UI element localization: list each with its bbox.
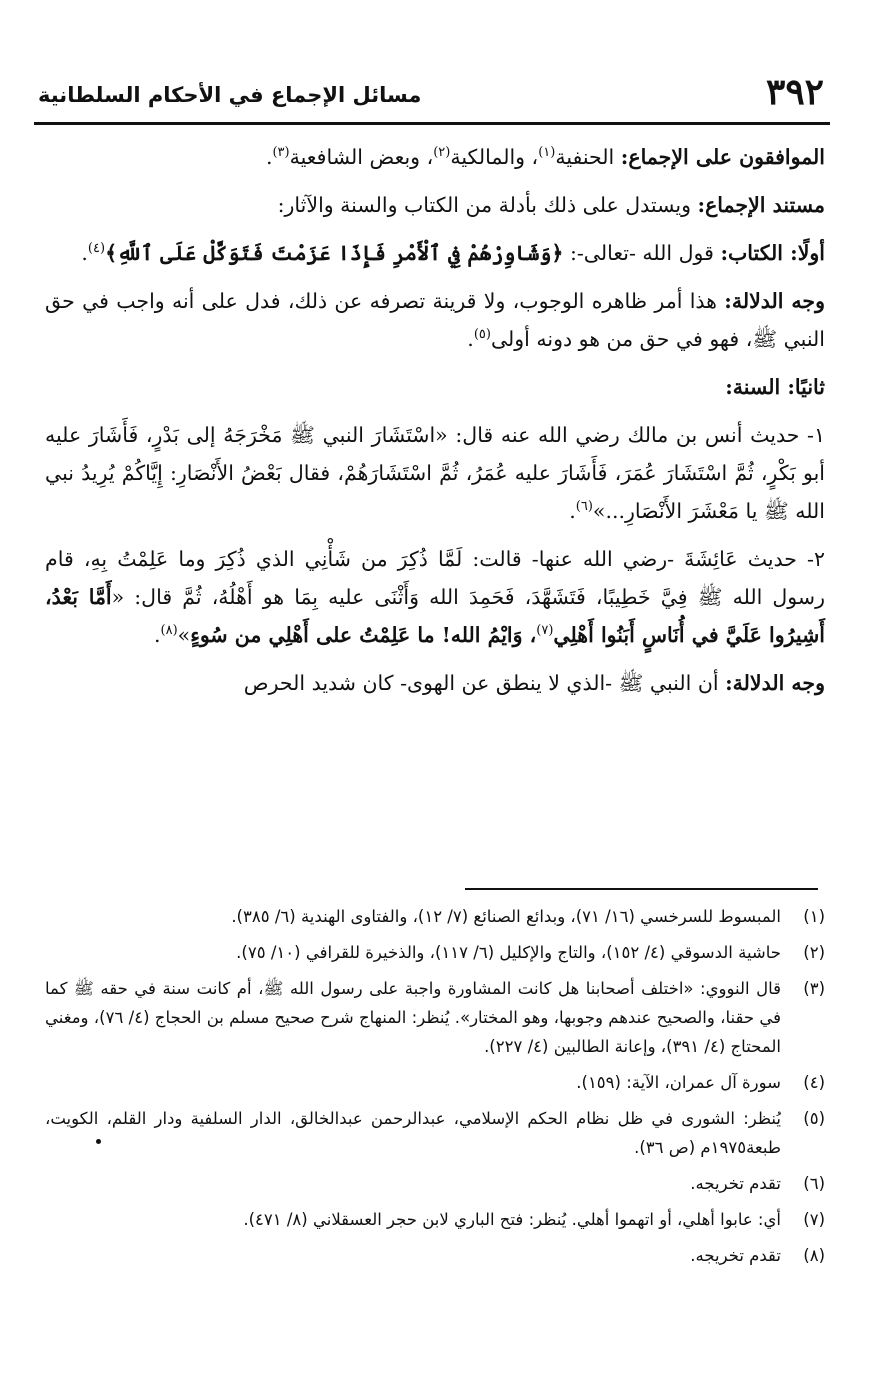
footnote-ref-2: (٢) (433, 145, 451, 161)
footnote-number: (٤) (803, 1073, 825, 1092)
footnote-item (45, 1169, 825, 1198)
footnote-text: حاشية الدسوقي (٤/ ١٥٢)، والتاج والإكليل (٦/ ١١٧)، والذخيرة للقرافي (١٠/ ٧٥). (236, 943, 781, 962)
hadith-quote-part-2: ، وَايْمُ الله! ما عَلِمْتُ على أَهْلِي من سُوءٍ (190, 623, 537, 647)
footnote-text: المبسوط للسرخسي (١٦/ ٧١)، وبدائع الصنائع (٧/ ١٢)، والفتاوى الهندية (٦/ ٣٨٥). (231, 907, 781, 926)
footnote-number: (٥) (803, 1109, 825, 1128)
footnote-text: تقدم تخريجه. (690, 1246, 781, 1265)
label-indication-2: وجه الدلالة: (725, 671, 825, 695)
paragraph-hadith-aisha: ٢- حديث عَائِشَةَ -رضي الله عنها- قالت: لَمَّا ذُكِرَ من شَأْنِي الذي ذُكِرَ وما عَلِمْتُ بِهِ، قام رسول الله ﷺ فِيَّ خَطِيبًا، فَتَشَهَّدَ، فَحَمِدَ الله وَأَثْنَى عليه بِمَا هو أَهْلُهُ، ثُمَّ قال: «أَمَّا بَعْدُ، أَشِيرُوا عَلَيَّ في أُنَاسٍ أَبَنُوا أَهْلِي$^{(٧)}$، وَايْمُ الله! ما عَلِمْتُ على أَهْلِي من سُوءٍ»$^{(٨)}$. (45, 547, 825, 647)
footnote-ref-1: (١) (538, 145, 556, 161)
footnotes (45, 902, 825, 1277)
footnote-item (45, 1241, 825, 1270)
label-indication: وجه الدلالة: (724, 289, 825, 313)
footnote-number: (٨) (803, 1246, 825, 1265)
footnote-number: (١) (803, 907, 825, 926)
footnote-number: (٣) (803, 979, 825, 998)
label-agreers: الموافقون على الإجماع: (620, 145, 825, 169)
footnote-text: قال النووي: «اختلف أصحابنا هل كانت المشاورة واجبة على رسول الله ﷺ، أم كانت سنة في حقه ﷺ كما في حقنا، والصحيح عندهم وجوبها، وهو المختار». يُنظر: المنهاج شرح صحيح مسلم بن الحجاج (٤/ ٧٦)، ومغني المحتاج (٤/ ٣٩١)، وإعانة الطالبين (٤/ ٢٢٧). (45, 979, 781, 1056)
paragraph-consensus-agreers: الموافقون على الإجماع: الحنفية$^{(١)}$، والمالكية$^{(٢)}$، وبعض الشافعية$^{(٣)}$. (265, 145, 825, 169)
footnote-separator (465, 888, 818, 890)
running-title: مسائل الإجماع في الأحكام السلطانية (38, 83, 422, 107)
footnote-number: (٧) (803, 1210, 825, 1229)
paragraph-indication-1: وجه الدلالة: هذا أمر ظاهره الوجوب، ولا قرينة تصرفه عن ذلك، فدل على أنه واجب في حق النبي ﷺ، فهو في حق من هو دونه أولى$^{(٥)}$. (45, 289, 825, 351)
print-speck (96, 1139, 101, 1144)
paragraph-quran-evidence: أولًا: الكتاب: قول الله -تعالى-: ﴿وَشَاوِرْهُمْ فِي ٱلْأَمْرِ فَإِذَا عَزَمْتَ فَتَوَكَّلْ عَلَى ٱللَّهِ﴾$^{(٤)}$. (81, 241, 825, 265)
main-text (45, 138, 825, 712)
footnote-ref-5: (٥) (473, 327, 491, 343)
footnote-ref-3: (٣) (272, 145, 290, 161)
footnote-number: (٢) (803, 943, 825, 962)
paragraph-hadith-anas: ١- حديث أنس بن مالك رضي الله عنه قال: «اسْتَشَارَ النبي ﷺ مَخْرَجَهُ إلى بَدْرٍ، فَأَشَارَ عليه أبو بَكْرٍ، ثُمَّ اسْتَشَارَ عُمَرَ، فَأَشَارَ عليه عُمَرُ، ثُمَّ اسْتَشَارَهُمْ، فقال بَعْضُ الأَنْصَارِ: إِيَّاكُمْ يُرِيدُ نبي الله ﷺ يا مَعْشَرَ الأَنْصَارِ...»$^{(٦)}$. (45, 423, 825, 523)
footnote-text: تقدم تخريجه. (690, 1174, 781, 1193)
footnote-item (45, 974, 825, 1061)
footnote-text: أي: عابوا أهلي، أو اتهموا أهلي. يُنظر: فتح الباري لابن حجر العسقلاني (٨/ ٤٧١). (243, 1210, 781, 1229)
footnote-item (45, 1205, 825, 1234)
quran-verse: ﴿وَشَاوِرْهُمْ فِي ٱلْأَمْرِ فَإِذَا عَزَمْتَ فَتَوَكَّلْ عَلَى ٱللَّهِ﴾ (105, 241, 564, 265)
footnote-ref-7: (٧) (536, 623, 554, 639)
footnote-item (45, 1104, 825, 1162)
paragraph-consensus-basis: مستند الإجماع: ويستدل على ذلك بأدلة من الكتاب والسنة والآثار: (277, 193, 825, 217)
footnote-ref-4: (٤) (87, 241, 106, 257)
page-header (34, 66, 830, 125)
label-sunnah: ثانيًا: السنة: (725, 375, 825, 399)
footnote-item (45, 902, 825, 931)
page-number: ٣٩٢ (765, 71, 824, 113)
paragraph-sunnah-heading (45, 368, 825, 406)
footnote-item (45, 938, 825, 967)
hadith-quote-part-1: أَمَّا بَعْدُ، أَشِيرُوا عَلَيَّ في أُنَاسٍ أَبَنُوا أَهْلِي (45, 585, 825, 647)
paragraph-indication-2: وجه الدلالة: أن النبي ﷺ -الذي لا ينطق عن الهوى- كان شديد الحرص (243, 671, 825, 695)
footnote-text: يُنظر: الشورى في ظل نظام الحكم الإسلامي، عبدالرحمن عبدالخالق، الدار السلفية ودار القلم، الكويت، طبعة١٩٧٥م (ص ٣٦). (45, 1109, 781, 1157)
footnote-ref-8: (٨) (160, 623, 178, 639)
label-basis: مستند الإجماع: (697, 193, 825, 217)
label-quran: أولًا: الكتاب: (720, 241, 825, 265)
footnote-ref-6: (٦) (575, 499, 593, 515)
footnote-item (45, 1068, 825, 1097)
footnote-text: سورة آل عمران، الآية: (١٥٩). (576, 1073, 781, 1092)
footnote-number: (٦) (803, 1174, 825, 1193)
